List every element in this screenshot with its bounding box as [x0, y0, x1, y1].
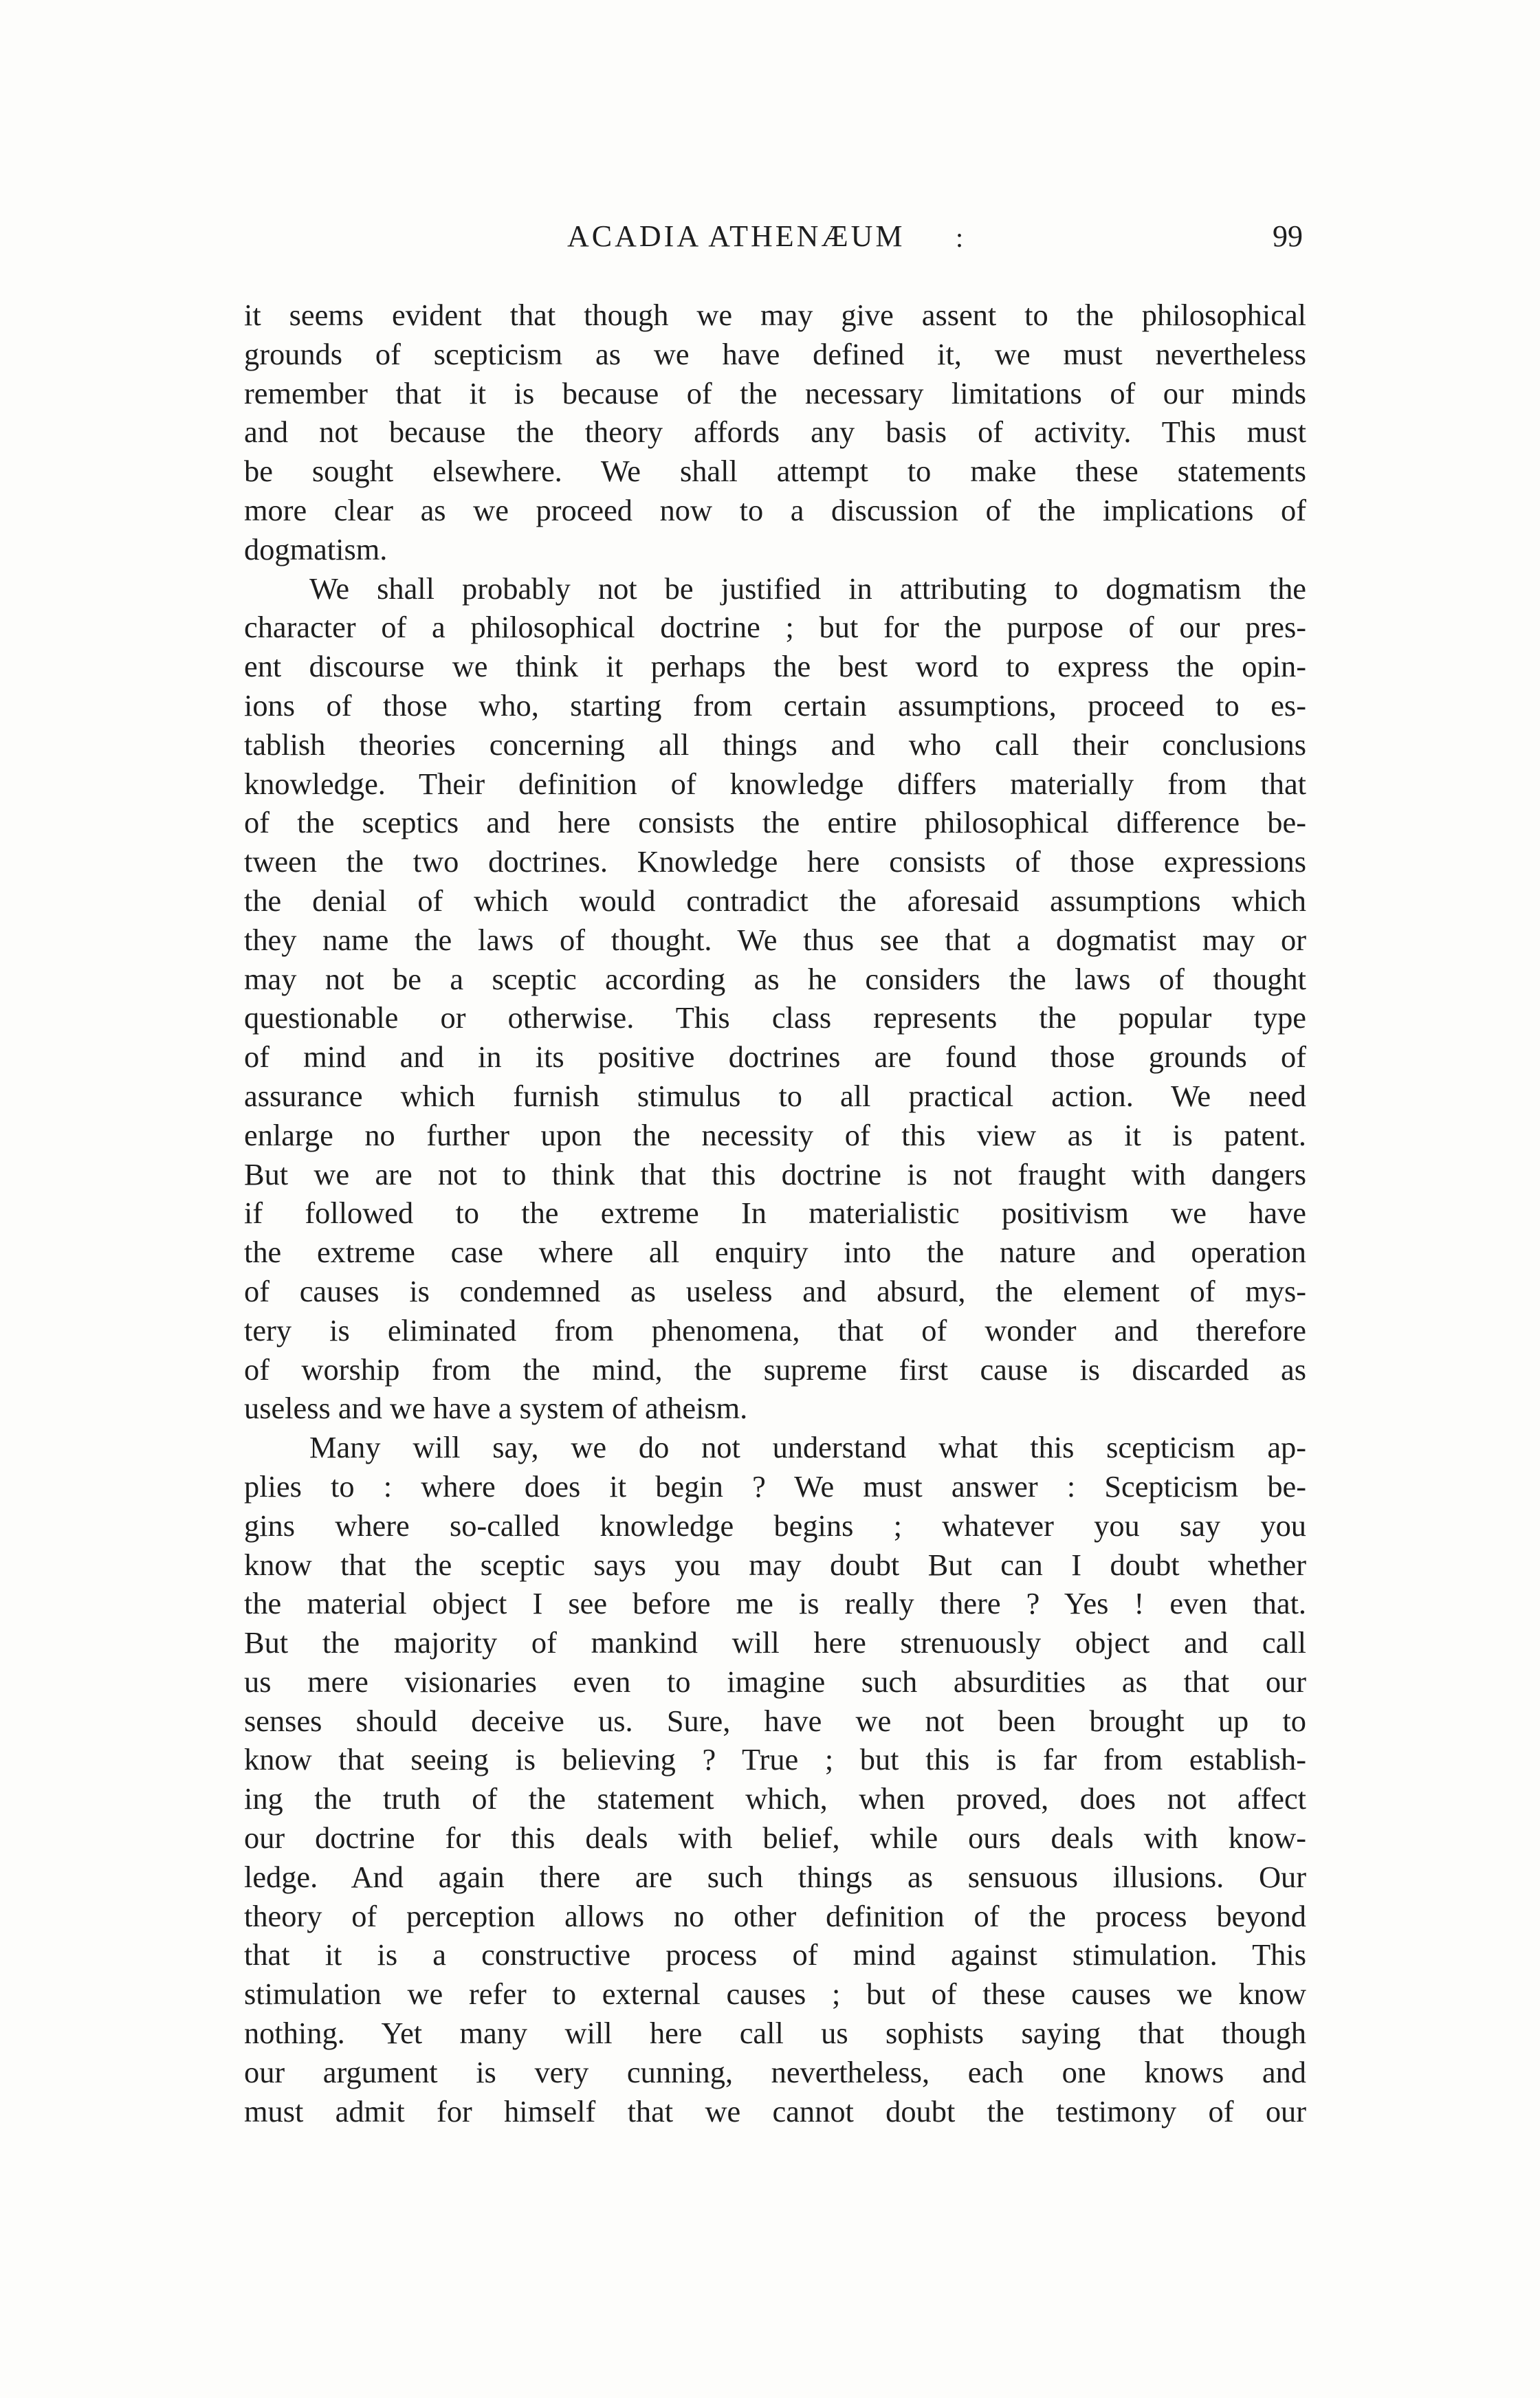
text-line: Many will say, we do not understand what this scepticism ap- — [309, 1430, 1306, 1465]
text-line: know that seeing is believing ? True ; but this is far from establish- — [244, 1742, 1306, 1777]
text-line: But we are not to think that this doctrine is not fraught with dangers — [244, 1156, 1306, 1191]
running-head — [244, 219, 1303, 260]
text-line: stimulation we refer to external causes ; but of these causes we know — [244, 1977, 1306, 2012]
text-line: ing the truth of the statement which, when proved, does not affect — [244, 1781, 1306, 1816]
text-line: grounds of scepticism as we have defined it, we must nevertheless — [244, 336, 1306, 371]
header-mark: : — [956, 222, 964, 253]
text-line: gins where so-called knowledge begins ; whatever you say you — [244, 1508, 1306, 1543]
text-line: of mind and in its positive doctrines are found those grounds of — [244, 1040, 1306, 1075]
text-line: of worship from the mind, the supreme first cause is discarded as — [244, 1352, 1306, 1387]
text-line: they name the laws of thought. We thus see that a dogmatist may or — [244, 922, 1306, 957]
text-line: of the sceptics and here consists the entire philosophical difference be- — [244, 805, 1306, 840]
paragraph-3 — [244, 1428, 1306, 2131]
text-line: We shall probably not be justified in attributing to dogmatism the — [309, 571, 1306, 606]
text-line: know that the sceptic says you may doubt But can I doubt whether — [244, 1547, 1306, 1582]
text-line: be sought elsewhere. We shall attempt to make these statements — [244, 454, 1306, 489]
paragraph-2 — [244, 569, 1306, 1429]
text-line: ions of those who, starting from certain assumptions, proceed to es- — [244, 688, 1306, 723]
text-line: the denial of which would contradict the aforesaid assumptions which — [244, 883, 1306, 918]
text-line: remember that it is because of the necessary limitations of our minds — [244, 375, 1306, 410]
text-line: if followed to the extreme In materialistic positivism we have — [244, 1196, 1306, 1231]
text-line: useless and we have a system of atheism. — [244, 1391, 748, 1426]
text-line: must admit for himself that we cannot doubt the testimony of our — [244, 2093, 1306, 2128]
text-line: assurance which furnish stimulus to all practical action. We need — [244, 1078, 1306, 1113]
text-line: But the majority of mankind will here strenuously object and call — [244, 1625, 1306, 1660]
text-line: ent discourse we think it perhaps the best word to express the opin- — [244, 649, 1306, 684]
text-line: plies to : where does it begin ? We must answer : Scepticism be- — [244, 1468, 1306, 1504]
text-line: our doctrine for this deals with belief, while ours deals with know- — [244, 1820, 1306, 1856]
text-line: may not be a sceptic according as he considers the laws of thought — [244, 961, 1306, 996]
running-title: ACADIA ATHENÆUM — [567, 219, 905, 253]
text-line: tween the two doctrines. Knowledge here consists of those expressions — [244, 844, 1306, 879]
text-line: ledge. And again there are such things as sensuous illusions. Our — [244, 1859, 1306, 1894]
text-line: questionable or otherwise. This class represents the popular type — [244, 1000, 1306, 1035]
text-line: character of a philosophical doctrine ; but for the purpose of our pres- — [244, 610, 1306, 645]
body-text — [244, 296, 1306, 2131]
text-line: of causes is condemned as useless and absurd, the element of mys- — [244, 1273, 1306, 1308]
text-line: more clear as we proceed now to a discussion of the implications of — [244, 492, 1306, 527]
text-line: us mere visionaries even to imagine such absurdities as that our — [244, 1664, 1306, 1699]
text-line: and not because the theory affords any basis of activity. This must — [244, 415, 1306, 450]
text-line: the extreme case where all enquiry into the nature and operation — [244, 1235, 1306, 1270]
text-line: it seems evident that though we may give assent to the philosophical — [244, 298, 1306, 332]
text-line: the material object I see before me is really there ? Yes ! even that. — [244, 1586, 1306, 1621]
text-line: knowledge. Their definition of knowledge differs materially from that — [244, 766, 1306, 801]
text-line: senses should deceive us. Sure, have we not been brought up to — [244, 1703, 1306, 1738]
text-line: tablish theories concerning all things and who call their conclusions — [244, 727, 1306, 762]
page-number: 99 — [1273, 219, 1303, 253]
text-line: enlarge no further upon the necessity of this view as it is patent. — [244, 1117, 1306, 1152]
text-line: our argument is very cunning, nevertheless, each one knows and — [244, 2054, 1306, 2089]
text-line: that it is a constructive process of mind against stimulation. This — [244, 1937, 1306, 1972]
text-line: nothing. Yet many will here call us sophists saying that though — [244, 2016, 1306, 2051]
paragraph-1 — [244, 296, 1306, 569]
text-line: dogmatism. — [244, 531, 388, 566]
text-line: theory of perception allows no other definition of the process beyond — [244, 1898, 1306, 1933]
text-line: tery is eliminated from phenomena, that of wonder and therefore — [244, 1312, 1306, 1348]
